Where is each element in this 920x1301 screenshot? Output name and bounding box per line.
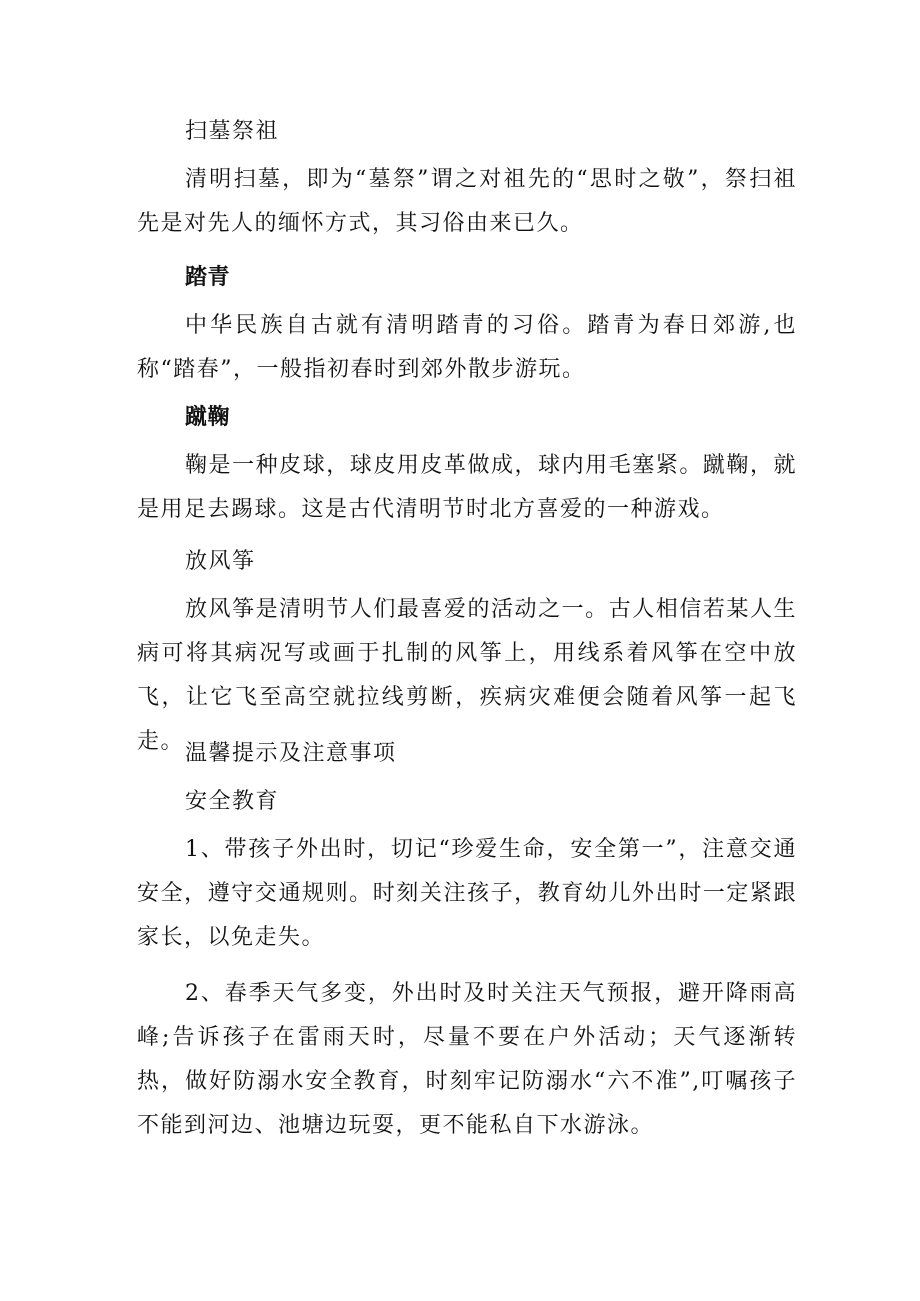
section-title-cuju: 蹴鞠 — [185, 405, 231, 430]
paragraph-cuju: 鞠是一种皮球，球皮用皮革做成，球内用毛塞紧。蹴鞠，就是用足去踢球。这是古代清明节时北方喜爱的一种游戏。 — [137, 453, 797, 522]
paragraph-fengzheng: 放风筝是清明节人们最喜爱的活动之一。古人相信若某人生病可将其病况写或画于扎制的风筝上，用线系着风筝在空中放飞，让它飞至高空就拉线剪断，疾病灾难便会随着风筝一起飞走。 — [137, 597, 797, 754]
list-item-safety-1: 1、带孩子外出时，切记“珍爱生命，安全第一”，注意交通安全，遵守交通规则。时刻关注孩子，教育幼儿外出时一定紧跟家长，以免走失。 — [137, 837, 797, 950]
paragraph-taqing: 中华民族自古就有清明踏青的习俗。踏青为春日郊游,也称“踏春”，一般指初春时到郊外散步游玩。 — [137, 313, 797, 382]
section-title-saomu: 扫墓祭祖 — [185, 119, 280, 144]
section-title-taqing: 踏青 — [185, 265, 231, 290]
paragraph-saomu: 清明扫墓，即为“墓祭”谓之对祖先的“思时之敬”，祭扫祖先是对先人的缅怀方式，其习俗由来已久。 — [137, 167, 797, 236]
list-item-safety-2: 2、春季天气多变，外出时及时关注天气预报，避开降雨高峰;告诉孩子在雷雨天时，尽量不要在户外活动；天气逐渐转热，做好防溺水安全教育，时刻牢记防溺水“六不准”,叮嘱孩子不能到河边、池塘边玩耍，更不能私自下水游泳。 — [137, 981, 797, 1138]
section-title-fengzheng: 放风筝 — [185, 549, 256, 574]
section-title-tips: 温馨提示及注意事项 — [185, 741, 397, 766]
section-title-safety: 安全教育 — [185, 789, 280, 814]
